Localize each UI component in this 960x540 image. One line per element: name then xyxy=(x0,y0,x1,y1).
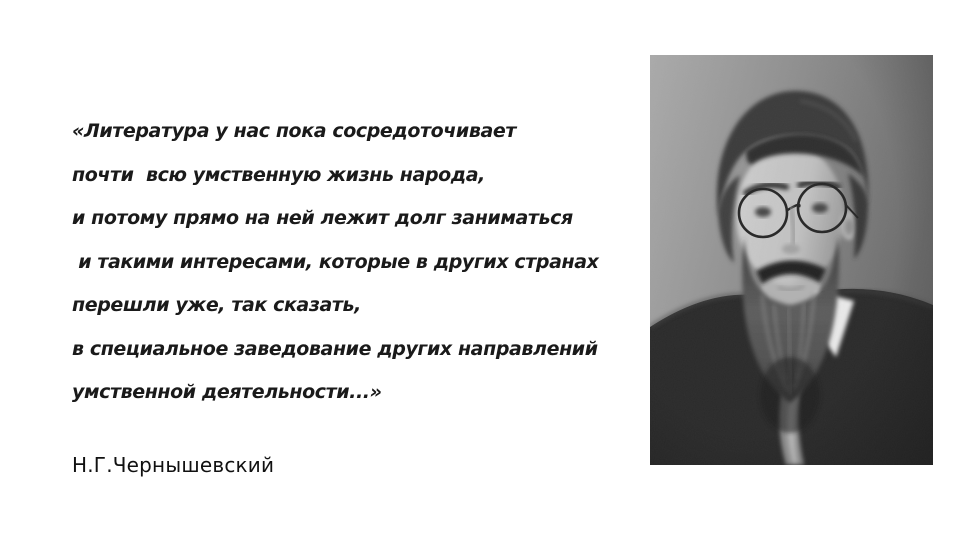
attribution-caption: Н.Г.Чернышевский xyxy=(72,453,275,477)
quote-line: почти всю умственную жизнь народа, xyxy=(72,163,485,186)
portrait-illustration xyxy=(650,55,933,465)
quote-line: и такими интересами, которые в других странах xyxy=(72,250,599,273)
quote-line: умственной деятельности...» xyxy=(72,381,382,403)
portrait-photo xyxy=(650,55,933,465)
quote-line: в специальное заведование других направлений xyxy=(72,337,598,360)
quote-line: и потому прямо на ней лежит долг заниматься xyxy=(72,207,573,229)
quote-line: «Литература у нас пока сосредоточивает xyxy=(72,120,516,142)
quote-line: перешли уже, так сказать, xyxy=(72,294,361,316)
quote-block xyxy=(72,110,647,415)
